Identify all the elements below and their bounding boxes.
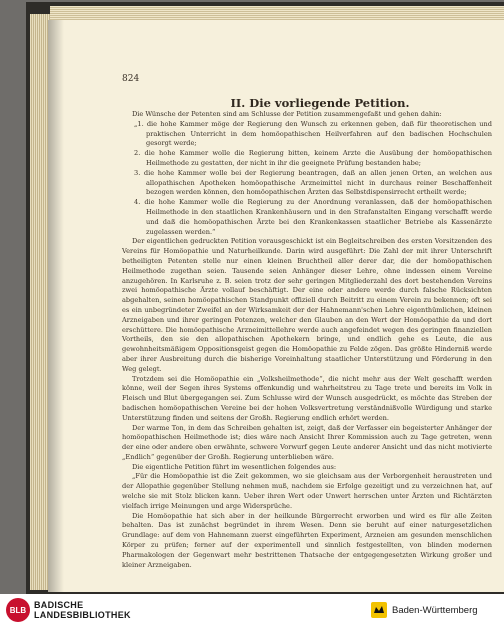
petition-text (122, 110, 492, 570)
bw-emblem-icon (370, 601, 388, 619)
page-gutter-shadow (48, 20, 64, 592)
body-paragraph: Die eigentliche Petition führt im wesentlichen folgendes aus: (132, 462, 337, 471)
library-name-line2: LANDESBIBLIOTHEK (34, 610, 131, 620)
list-item: „1. die hohe Kammer möge der Regierung den Wunsch zu erkennen geben, daß für theoretischen und praktischen Unterricht in dem homöopathischen Heilverfahren auf den badischen Hochschulen gesorgt werde; (134, 119, 492, 148)
book-side-edge (30, 14, 50, 590)
library-name-line1: BADISCHE (34, 600, 84, 610)
body-paragraph: Der eigentlichen gedruckten Petition vorausgeschickt ist ein Begleitschreiben des ersten Vorsitzenden des Vereins für Homöopathie und Naturheilkunde. Darin wird ausgeführt: Die Zahl der mit ihrer Unterschrift betheiligten Petenten stelle nur einen kleinen Bruchtheil aller derer dar, die der homöopathischen Heilmethode zugethan seien. Tausende seien Anhänger dieser Lehre, ohne indessen einem Vereine anzugehören. In Karlsruhe z. B. seien trotz der sehr geringen Mitgliederzahl des dort bestehenden Vereins zwei homöopathische Ärzte vollauf beschäftigt. Der eine oder andere werde durch falsche Rücksichten abgehalten, seinen homöopathischen Standpunkt offiziell durch Beitritt zu einem Verein zu bekennen; oft sei es ein unbegründeter Zweifel an der Wirksamkeit der der Hahnemann'schen Lehre eigenthümlichen, kleinen Arzneigaben und ihrer geringen Potenzen, welcher den Glauben an den Wert der Homöopathie da und dort erschüttere. Die homöopathische Arzneimittellehre werde auch angefeindet wegen des geringen finanziellen Vortheils, den sie den allopathischen Apothekern bringe, und endlich gehe es Leute, die aus gewohnheitsmäßigem Oppositionsgeist gegen die Homöopathie zu Felde zögen. Das größte Hinderniß werde aber ihrer Ausbreitung durch die bisherige Voreinhaltung staatlicher Unterstützung und Förderung in den Weg gelegt. (122, 237, 492, 373)
state-name[interactable]: Baden-Württemberg (392, 605, 478, 616)
body-paragraph: Die Homöopathie hat sich aber in der heilkunde Bürgerrecht erworben und wird es für alle Zeiten behalten. Das ist zunächst begründet in ihrem Wesen. Denn sie beruht auf einer naturgesetzlichen Grundlage: auf dem von Hahnemann zuerst eingeführten Experiment, Arzneien am gesunden menschlichen Körper zu prüfen; ferner auf der experimentell und sinnlich festgestellten, von blinden modernen Pharmakologen der Gegenwart mehr bestrittenen Thatsache der entgegengesetzten Wirkung großer und kleiner Arzneigaben. (122, 511, 492, 569)
list-item: 4. die hohe Kammer wolle die Regierung zu der Anordnung veranlassen, daß der homöopathischen Heilmethode in den staatlichen Krankenhäusern und in den Strafanstalten Eingang verschafft werde und daß die homöopathischen Ärzte bei den Krankenkassen staatlicher Betriebe als Kassenärzte zugelassen werden.“ (134, 198, 492, 236)
body-paragraph: Trotzdem sei die Homöopathie ein „Volksheilmethode“, die nicht mehr aus der Welt geschafft werden könne, weil der Segen ihres Systems offenkundig und wahrheitstreu zu Tage trete und bereits im Volk in Fleisch und Blut übergegangen sei. Zum Schlusse wird der Wunsch ausgedrückt, es möchte das Streben der badischen homöopathischen Vereine bei der hohen Volksvertretung verständnißvolle Würdigung und starke Unterstützung finden und seitens der Großh. Regierung endlich erhört werden. (122, 374, 492, 422)
list-item: 2. die hohe Kammer wolle die Regierung bitten, keinem Arzte die Ausübung der homöopathischen Heilmethode zu gestatten, der nicht in ihr die geeignete Prüfung bestanden habe; (134, 149, 492, 167)
intro-paragraph: Die Wünsche der Petenten sind am Schlusse der Petition zusammengefaßt und gehen dahin: (132, 110, 442, 118)
library-name[interactable] (34, 600, 131, 620)
page-heading: II. Die vorliegende Petition. (230, 96, 410, 110)
blb-logo[interactable]: BLB (6, 598, 30, 622)
petition-list (122, 120, 492, 238)
body-paragraph: „Für die Homöopathie ist die Zeit gekommen, wo sie gleichsam aus der Verborgenheit heraustreten und der Allopathie gegenüber Stellung nehmen muß, nachdem sie Erfolge gezeitigt und zu verzeichnen hat, auf welche sie mit Stolz blicken kann. Ueber ihren Wert oder Unwert herrschen unter Ärzten und Richtärzten vielfach irrige Meinungen und arge Widersprüche. (122, 472, 492, 510)
list-item: 3. die hohe Kammer wolle bei der Regierung beantragen, daß an allen jenen Orten, an welchen aus allopathischen Apotheken homöopathische Arzneimittel nicht in durchaus reiner Beschaffenheit bezogen werden können, den homöopathischen Ärzten das Selbstdispensirrecht ertheilt werde; (134, 168, 492, 197)
footer-bar (0, 594, 504, 626)
page-number: 824 (122, 74, 140, 84)
body-paragraph: Der warme Ton, in dem das Schreiben gehalten ist, zeigt, daß der Verfasser ein begeisterter Anhänger der homöopathischen Heilmethode ist; dies wäre nach Ansicht Ihrer Kommission auch zu Tage getreten, wenn der eine oder andere oben erwähnte, schwere Vorwurf gegen Leute anderer Ansicht und das nicht motivierte „Endlich“ gegenüber der Großh. Regierung unterblieben wäre. (122, 423, 492, 461)
